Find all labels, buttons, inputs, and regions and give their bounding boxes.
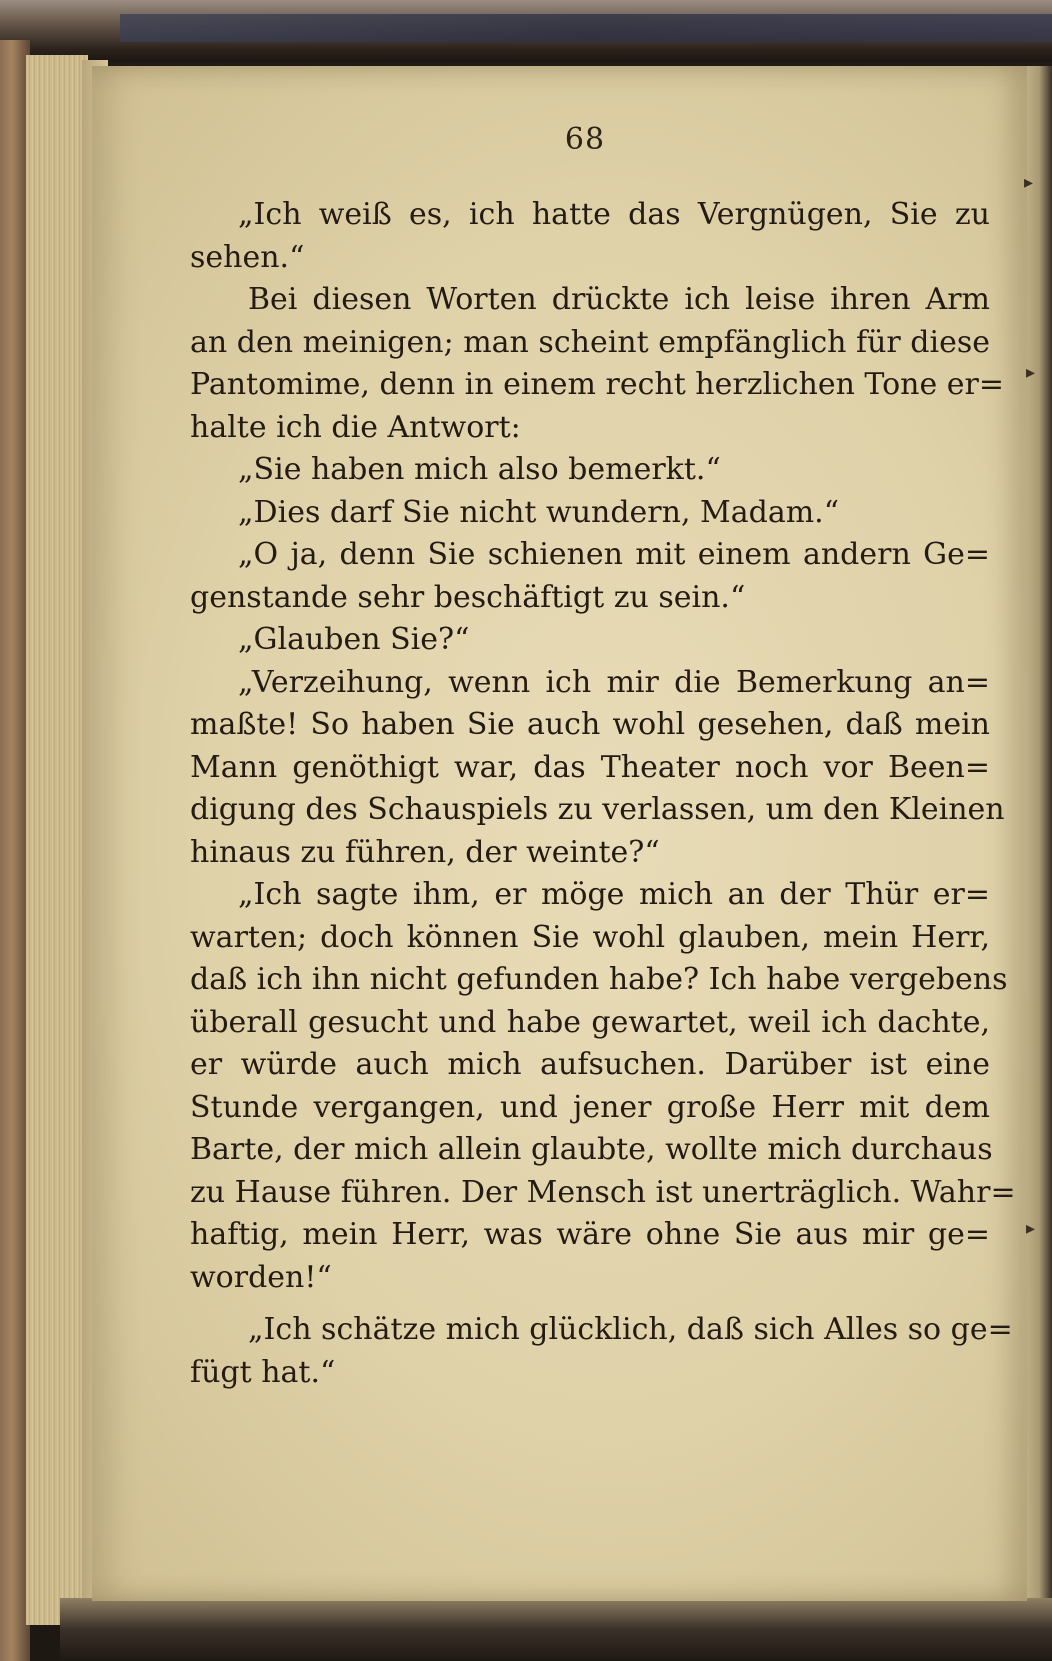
page-text <box>190 194 1016 1394</box>
text-line: „Dies darf Sie nicht wundern, Madam.“ <box>238 494 840 530</box>
text-line: Bei diesen Worten drückte ich leise ihren Arm <box>248 282 990 317</box>
text-line: Barte, der mich allein glaubte, wollte mich durchaus <box>190 1132 993 1167</box>
text-line: „Glauben Sie?“ <box>238 622 470 657</box>
text-line: Mann genöthigt war, das Theater noch vor Been= <box>190 749 990 785</box>
text-line: an den meinigen; man scheint empfänglich für diese <box>190 324 990 360</box>
text-line: überall gesucht und habe gewartet, weil ich dachte, <box>190 1004 990 1040</box>
text-line: „Ich weiß es, ich hatte das Vergnügen, Sie zu <box>238 197 990 232</box>
text-line: warten; doch können Sie wohl glauben, mein Herr, <box>190 919 990 955</box>
bottom-book-edge <box>60 1598 1052 1661</box>
text-line: „Ich sagte ihm, er möge mich an der Thür er= <box>238 877 990 912</box>
page-stack-edge <box>26 55 88 1625</box>
text-line: maßte! So haben Sie auch wohl gesehen, daß mein <box>190 707 990 742</box>
text-line: genstande sehr beschäftigt zu sein.“ <box>190 579 746 615</box>
text-line: haftig, mein Herr, was wäre ohne Sie aus mir ge= <box>190 1217 990 1252</box>
text-line: halte ich die Antwort: <box>190 409 521 445</box>
book-top-binding <box>0 0 1052 62</box>
text-line: „Ich schätze mich glücklich, daß sich Alles so ge= <box>248 1312 1013 1347</box>
text-line: sehen.“ <box>190 239 305 275</box>
text-line: hinaus zu führen, der weinte?“ <box>190 834 660 870</box>
cover-cloth <box>120 14 1052 42</box>
text-line: digung des Schauspiels zu verlassen, um den Kleinen <box>190 792 1005 827</box>
edge-mark-icon: ▸ <box>1026 362 1036 383</box>
text-line: fügt hat.“ <box>190 1354 336 1390</box>
text-line: „Verzeihung, wenn ich mir die Bemerkung an= <box>238 664 990 700</box>
paragraph-gap <box>190 1299 990 1309</box>
edge-mark-icon: ▸ <box>1026 1218 1036 1239</box>
text-line: er würde auch mich aufsuchen. Darüber ist eine <box>190 1047 990 1082</box>
text-line: daß ich ihn nicht gefunden habe? Ich habe vergebens <box>190 962 1008 997</box>
text-line: Pantomime, denn in einem recht herzlichen Tone er= <box>190 367 1005 402</box>
page-number: 68 <box>564 122 606 157</box>
text-line: worden!“ <box>190 1259 332 1295</box>
text-line: zu Hause führen. Der Mensch ist unerträglich. Wahr= <box>190 1174 1016 1210</box>
text-line: „Sie haben mich also bemerkt.“ <box>238 452 721 487</box>
text-line: Stunde vergangen, und jener große Herr mit dem <box>190 1089 990 1125</box>
text-line: „O ja, denn Sie schienen mit einem andern Ge= <box>238 537 990 572</box>
edge-mark-icon: ▸ <box>1024 172 1034 193</box>
